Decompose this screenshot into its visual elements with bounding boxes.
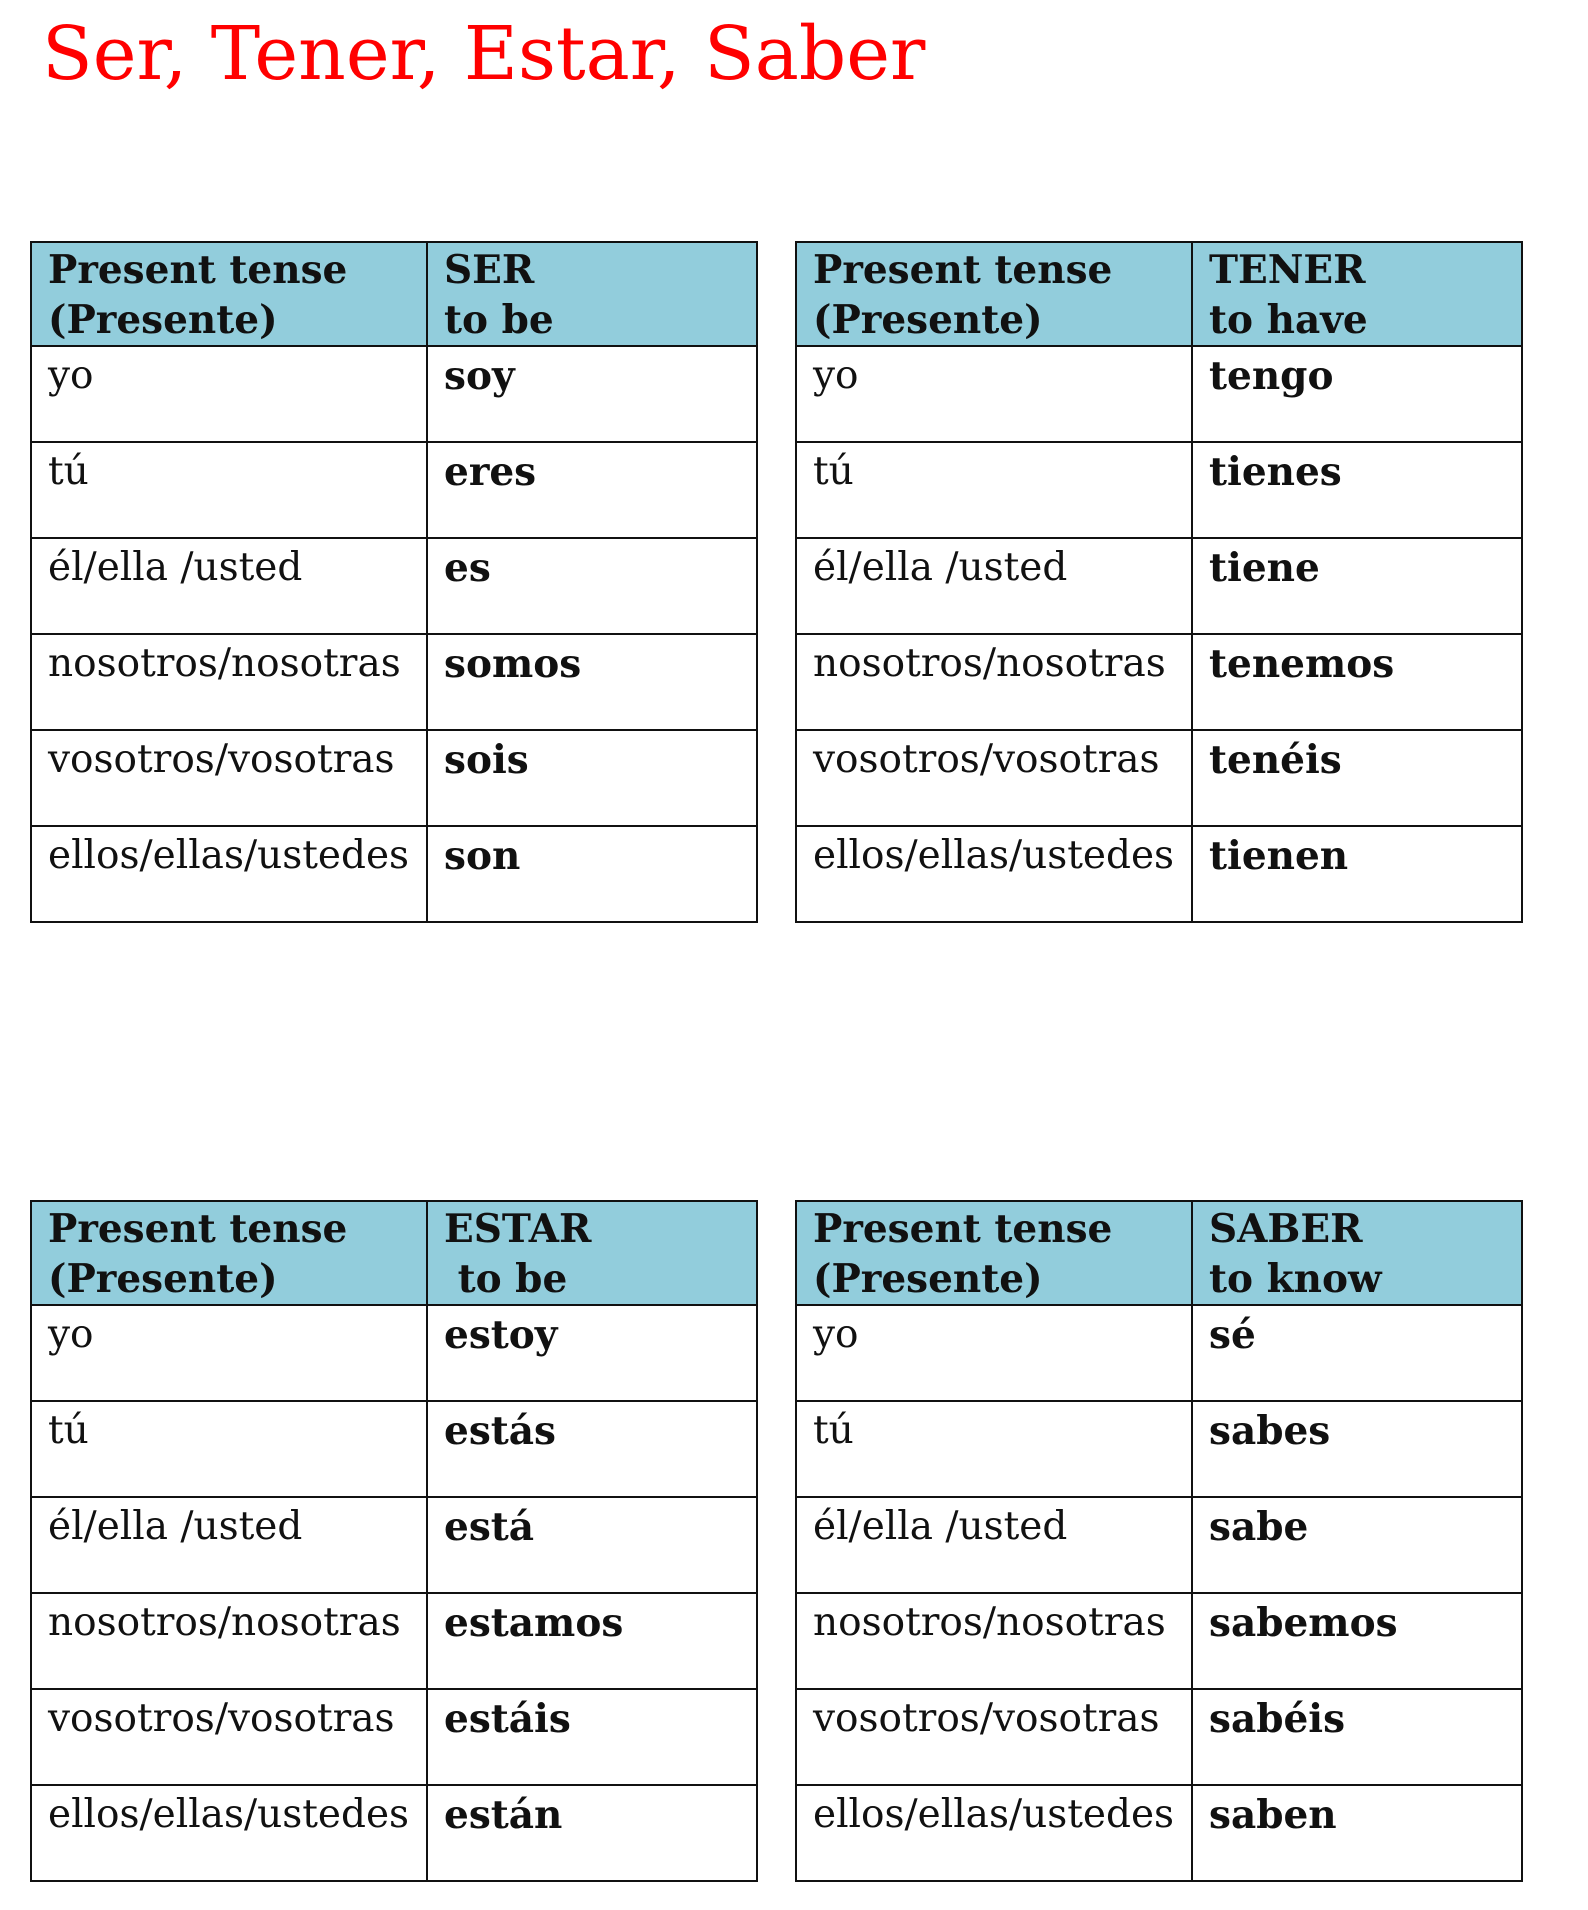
pronoun-cell: tú bbox=[796, 442, 1192, 538]
verb-form-cell: sois bbox=[427, 730, 757, 826]
verb-form-cell: eres bbox=[427, 442, 757, 538]
table-row bbox=[31, 1593, 757, 1689]
pronoun-cell: él/ella /usted bbox=[31, 538, 427, 634]
verb-form-cell: sabemos bbox=[1192, 1593, 1522, 1689]
pronoun-cell: vosotros/vosotras bbox=[796, 730, 1192, 826]
verb-form-cell: estás bbox=[427, 1401, 757, 1497]
table-row bbox=[31, 634, 757, 730]
tense-label: Present tense bbox=[813, 247, 1113, 293]
table-row bbox=[796, 1593, 1522, 1689]
table-row bbox=[796, 538, 1522, 634]
table-row bbox=[31, 346, 757, 442]
pronoun-cell: vosotros/vosotras bbox=[796, 1689, 1192, 1785]
pronoun-cell: nosotros/nosotras bbox=[796, 634, 1192, 730]
pronoun-cell: nosotros/nosotras bbox=[796, 1593, 1192, 1689]
pronoun-cell: él/ella /usted bbox=[796, 538, 1192, 634]
pronoun-cell: ellos/ellas/ustedes bbox=[796, 1785, 1192, 1881]
tense-header-cell bbox=[796, 242, 1192, 346]
table-header-row bbox=[31, 242, 757, 346]
table-row bbox=[796, 346, 1522, 442]
verb-form-cell: sabe bbox=[1192, 1497, 1522, 1593]
table-row bbox=[31, 1497, 757, 1593]
pronoun-cell: nosotros/nosotras bbox=[31, 634, 427, 730]
pronoun-cell: ellos/ellas/ustedes bbox=[31, 826, 427, 922]
conjugation-table-tener bbox=[795, 241, 1523, 923]
verb-meaning: to know bbox=[1209, 1256, 1382, 1302]
verb-name: ESTAR bbox=[444, 1206, 592, 1252]
pronoun-cell: yo bbox=[796, 346, 1192, 442]
verb-form-cell: estamos bbox=[427, 1593, 757, 1689]
table-row bbox=[796, 1497, 1522, 1593]
table-row bbox=[31, 826, 757, 922]
table-row bbox=[31, 1305, 757, 1401]
verb-form-cell: está bbox=[427, 1497, 757, 1593]
tense-label-spanish: (Presente) bbox=[813, 1256, 1043, 1302]
verb-name: SABER bbox=[1209, 1206, 1363, 1252]
table-header-row bbox=[796, 1201, 1522, 1305]
pronoun-cell: él/ella /usted bbox=[796, 1497, 1192, 1593]
verb-form-cell: soy bbox=[427, 346, 757, 442]
pronoun-cell: yo bbox=[31, 1305, 427, 1401]
pronoun-cell: yo bbox=[31, 346, 427, 442]
table-row bbox=[796, 1305, 1522, 1401]
table-row bbox=[31, 1401, 757, 1497]
verb-meaning: to be bbox=[444, 297, 554, 343]
table-row bbox=[796, 1401, 1522, 1497]
verb-header-cell bbox=[427, 242, 757, 346]
verb-meaning: to be bbox=[444, 1256, 568, 1302]
verb-name: TENER bbox=[1209, 247, 1366, 293]
verb-form-cell: tenemos bbox=[1192, 634, 1522, 730]
table-header-row bbox=[31, 1201, 757, 1305]
pronoun-cell: él/ella /usted bbox=[31, 1497, 427, 1593]
tense-header-cell bbox=[31, 242, 427, 346]
verb-header-cell bbox=[1192, 1201, 1522, 1305]
table-row bbox=[31, 730, 757, 826]
table-row bbox=[796, 730, 1522, 826]
pronoun-cell: tú bbox=[31, 442, 427, 538]
conjugation-table-estar bbox=[30, 1200, 758, 1882]
pronoun-cell: ellos/ellas/ustedes bbox=[796, 826, 1192, 922]
verb-form-cell: sé bbox=[1192, 1305, 1522, 1401]
verb-form-cell: somos bbox=[427, 634, 757, 730]
table-row bbox=[796, 1689, 1522, 1785]
verb-form-cell: tengo bbox=[1192, 346, 1522, 442]
verb-form-cell: sabéis bbox=[1192, 1689, 1522, 1785]
tense-label-spanish: (Presente) bbox=[48, 1256, 278, 1302]
verb-header-cell bbox=[1192, 242, 1522, 346]
pronoun-cell: vosotros/vosotras bbox=[31, 730, 427, 826]
table-row bbox=[31, 1689, 757, 1785]
tense-label: Present tense bbox=[48, 1206, 348, 1252]
tense-header-cell bbox=[796, 1201, 1192, 1305]
conjugation-table-ser bbox=[30, 241, 758, 923]
table-row bbox=[796, 826, 1522, 922]
verb-form-cell: sabes bbox=[1192, 1401, 1522, 1497]
table-row bbox=[31, 1785, 757, 1881]
page-title: Ser, Tener, Estar, Saber bbox=[42, 11, 926, 97]
table-row bbox=[31, 538, 757, 634]
tense-header-cell bbox=[31, 1201, 427, 1305]
conjugation-table-saber bbox=[795, 1200, 1523, 1882]
table-header-row bbox=[796, 242, 1522, 346]
verb-name: SER bbox=[444, 247, 535, 293]
verb-form-cell: saben bbox=[1192, 1785, 1522, 1881]
tense-label: Present tense bbox=[813, 1206, 1113, 1252]
verb-form-cell: tienes bbox=[1192, 442, 1522, 538]
verb-header-cell bbox=[427, 1201, 757, 1305]
verb-form-cell: es bbox=[427, 538, 757, 634]
pronoun-cell: ellos/ellas/ustedes bbox=[31, 1785, 427, 1881]
tense-label-spanish: (Presente) bbox=[48, 297, 278, 343]
verb-form-cell: tenéis bbox=[1192, 730, 1522, 826]
verb-form-cell: están bbox=[427, 1785, 757, 1881]
verb-form-cell: estáis bbox=[427, 1689, 757, 1785]
pronoun-cell: vosotros/vosotras bbox=[31, 1689, 427, 1785]
verb-form-cell: estoy bbox=[427, 1305, 757, 1401]
pronoun-cell: nosotros/nosotras bbox=[31, 1593, 427, 1689]
table-row bbox=[796, 634, 1522, 730]
pronoun-cell: tú bbox=[31, 1401, 427, 1497]
verb-meaning: to have bbox=[1209, 297, 1368, 343]
tense-label-spanish: (Presente) bbox=[813, 297, 1043, 343]
verb-form-cell: tienen bbox=[1192, 826, 1522, 922]
table-row bbox=[796, 442, 1522, 538]
pronoun-cell: tú bbox=[796, 1401, 1192, 1497]
verb-form-cell: tiene bbox=[1192, 538, 1522, 634]
table-row bbox=[796, 1785, 1522, 1881]
tense-label: Present tense bbox=[48, 247, 348, 293]
table-row bbox=[31, 442, 757, 538]
pronoun-cell: yo bbox=[796, 1305, 1192, 1401]
verb-form-cell: son bbox=[427, 826, 757, 922]
